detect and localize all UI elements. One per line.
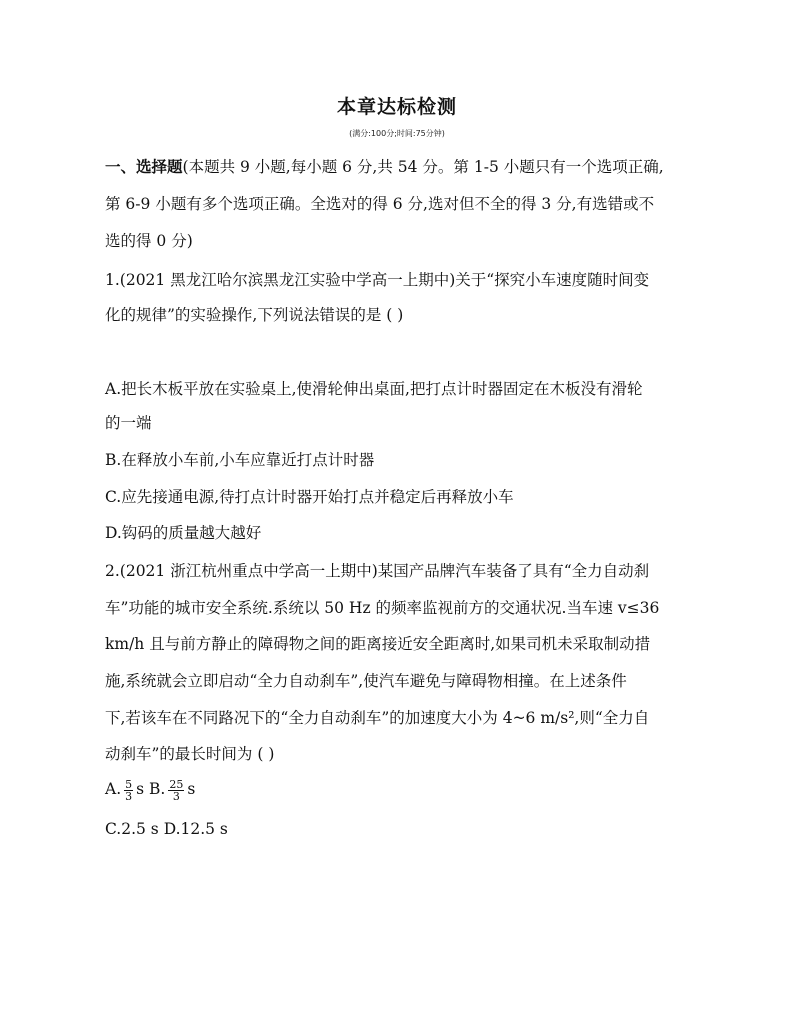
question-1-option-b: B.在释放小车前,小车应靠近打点计时器 [105, 451, 375, 469]
section-instructions-3: 选的得 0 分) [105, 232, 193, 250]
question-1-option-a-2: 的一端 [105, 414, 152, 432]
question-2-stem-4: 施,系统就会立即启动“全力自动刹车”,使汽车避免与障碍物相撞。在上述条件 [105, 672, 627, 690]
question-1-stem-2: 化的规律”的实验操作,下列说法错误的是 ( ) [105, 306, 404, 324]
question-2-stem-5: 下,若该车在不同路况下的“全力自动刹车”的加速度大小为 4~6 m/s²,则“全力自 [105, 709, 650, 727]
section-heading: 一、选择题 [105, 158, 183, 176]
section-instructions-1: (本题共 9 小题,每小题 6 分,共 54 分。第 1-5 小题只有一个选项正确, [182, 158, 664, 176]
question-1-stem-1: 1.(2021 黑龙江哈尔滨黑龙江实验中学高一上期中)关于“探究小车速度随时间变 [105, 271, 650, 289]
question-2-stem-6: 动刹车”的最长时间为 ( ) [105, 745, 275, 763]
page-subtitle: (满分:100分;时间:75分钟) [349, 129, 445, 138]
question-2-options-cd: C.2.5 s D.12.5 s [105, 820, 228, 838]
option-a-numerator: 5 [125, 777, 133, 791]
page-title: 本章达标检测 [336, 96, 457, 118]
section-heading-line [105, 156, 664, 178]
option-b-label: B. [149, 780, 166, 798]
option-b-fraction [168, 779, 184, 802]
option-b-unit: s [187, 780, 196, 798]
option-a-label: A. [105, 780, 122, 798]
option-a-unit: s [136, 780, 145, 798]
question-2-options-ab [105, 778, 195, 802]
question-1-option-d: D.钩码的质量越大越好 [105, 524, 262, 542]
question-1-option-a-1: A.把长木板平放在实验桌上,使滑轮伸出桌面,把打点计时器固定在木板没有滑轮 [105, 380, 643, 398]
question-2-stem-2: 车”功能的城市安全系统.系统以 50 Hz 的频率监视前方的交通状况.当车速 v≤36 [105, 599, 660, 617]
option-a-fraction [124, 779, 133, 802]
question-1-option-c: C.应先接通电源,待打点计时器开始打点并稳定后再释放小车 [105, 488, 514, 506]
option-b-denominator: 3 [172, 789, 180, 803]
section-instructions-2: 第 6-9 小题有多个选项正确。全选对的得 6 分,选对但不全的得 3 分,有选错或不 [105, 195, 655, 213]
option-b-numerator: 25 [169, 777, 184, 791]
question-2-stem-1: 2.(2021 浙江杭州重点中学高一上期中)某国产品牌汽车装备了具有“全力自动刹 [105, 562, 650, 580]
question-2-stem-3: km/h 且与前方静止的障碍物之间的距离接近安全距离时,如果司机未采取制动措 [105, 635, 651, 653]
option-a-denominator: 3 [125, 789, 133, 803]
